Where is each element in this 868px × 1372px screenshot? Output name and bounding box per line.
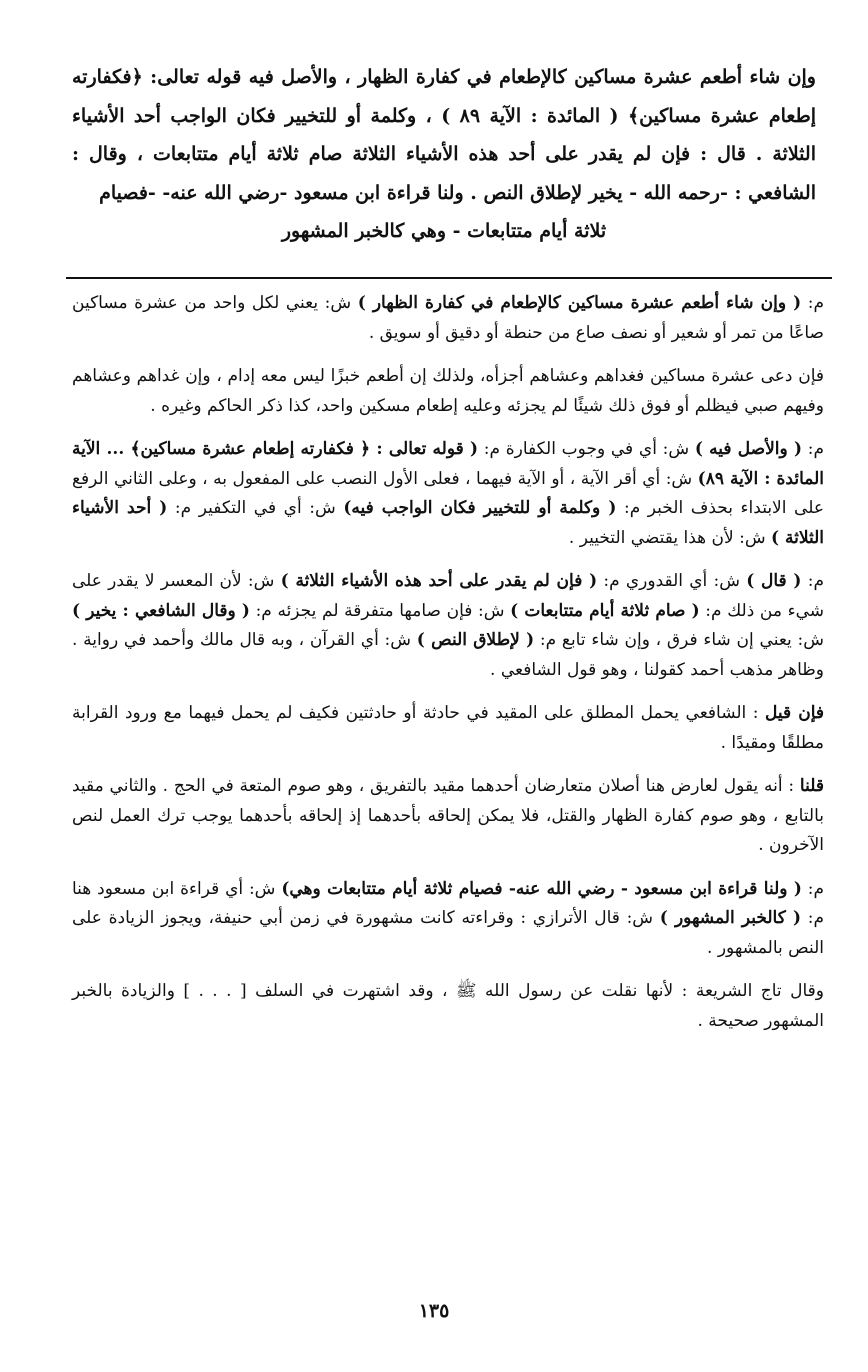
main-text-body: وإن شاء أطعم عشرة مساكين كالإطعام في كفارة الظهار ، والأصل فيه قوله تعالى: ﴿فكفارته إطعام عشرة مساكين﴾ ( المائدة : الآية ٨٩ ) ، وكلمة أو للتخيير فكان الواجب أحد الأشياء الثلاثة . قال : فإن لم يقدر على أحد هذه الأشياء الثلاثة صام ثلاثة أيام متتابعات ، وقال : الشافعي : -رحمه الله - يخير لإطلاق النص . ولنا قراءة ابن مسعود -رضي الله عنه- -فصيام bbox=[72, 66, 816, 204]
commentary-text: ش: فإن صامها متفرقة لم يجزئه م: bbox=[249, 600, 511, 621]
commentary-text: ش: يعني لكل واحد من عشرة مساكين صاعًا من تمر أو شعير أو نصف صاع من حنطة أو دقيق أو سويق . bbox=[72, 293, 824, 343]
quoted-matn: ( قال ) bbox=[746, 571, 802, 591]
separator-line bbox=[66, 277, 832, 279]
quoted-matn: ( قوله تعالى : ﴿ فكفارته إطعام عشرة مساكين﴾ ... الآية المائدة : الآية ٨٩) bbox=[72, 439, 824, 489]
commentary-paragraph-2: فإن دعى عشرة مساكين فغداهم وعشاهم أجزأه، ولذلك إن أطعم خبزًا ليس معه إدام ، وإن غداهم وعشاهم وفيهم صبي فيظلم أو فوق ذلك شيئًا لم يجزئه وعليه إطعام مسكين واحد، كذا ذكر الحاكم وغيره . bbox=[72, 366, 824, 416]
quoted-matn: ( وكلمة أو للتخيير فكان الواجب فيه) bbox=[343, 498, 617, 518]
commentary-text: ش: لأن المعسر لا يقدر على شيء من ذلك م: bbox=[72, 571, 824, 621]
matn-marker: م: bbox=[802, 439, 824, 459]
commentary-text: ش: أي في وجوب الكفارة م: bbox=[478, 439, 695, 459]
page-number: ١٣٥ bbox=[418, 1300, 450, 1322]
commentary-text: ش: قال الأترازي : وقراءته كانت مشهورة في زمن أبي حنيفة، ويجوز الزيادة على النص بالمشهور . bbox=[72, 908, 824, 958]
quoted-matn: ( صام ثلاثة أيام متتابعات ) bbox=[510, 600, 700, 621]
main-text bbox=[72, 58, 816, 251]
commentary-text: ش: يعني إن شاء فرق ، وإن شاء تابع م: bbox=[534, 630, 824, 650]
matn-marker: م: bbox=[801, 878, 825, 899]
quoted-matn: ( وإن شاء أطعم عشرة مساكين كالإطعام في كفارة الظهار ) bbox=[357, 293, 802, 313]
commentary-paragraph-5 bbox=[72, 699, 824, 758]
quoted-matn: ( فإن لم يقدر على أحد هذه الأشياء الثلاثة ) bbox=[280, 571, 598, 591]
objection-label: فإن قيل bbox=[765, 703, 824, 723]
matn-marker: م: bbox=[801, 571, 824, 591]
quoted-matn: ( لإطلاق النص ) bbox=[416, 630, 535, 650]
commentary-paragraph-1 bbox=[72, 289, 824, 348]
quoted-matn: ( وقال الشافعي : يخير ) bbox=[72, 600, 250, 621]
commentary bbox=[72, 289, 824, 1050]
commentary-paragraph-3 bbox=[72, 435, 824, 553]
quoted-matn: ( والأصل فيه ) bbox=[694, 439, 802, 459]
reply-label: قلنا bbox=[799, 776, 824, 796]
commentary-text: ش: أي القرآن ، وبه قال مالك وأحمد في رواية . وظاهر مذهب أحمد كقولنا ، وهو قول الشافعي . bbox=[72, 630, 824, 680]
quoted-matn: ( كالخبر المشهور ) bbox=[659, 908, 802, 928]
main-text-last-line: ثلاثة أيام متتابعات - وهي كالخبر المشهور bbox=[281, 220, 607, 242]
commentary-text: ش: أي القدوري م: bbox=[597, 571, 747, 591]
commentary-paragraph-4 bbox=[72, 567, 824, 685]
matn-marker: م: bbox=[801, 293, 824, 313]
commentary-text: ش: أي أقر الآية ، أو الآية فيهما ، فعلى الأول النصب على المفعول به ، وعلى الثاني الرفع على الابتداء بحذف الخبر م: bbox=[72, 468, 824, 518]
commentary-paragraph-6 bbox=[72, 772, 824, 861]
commentary-paragraph-7 bbox=[72, 875, 824, 964]
commentary-paragraph-8: وقال تاج الشريعة : لأنها نقلت عن رسول الله ﷺ ، وقد اشتهرت في السلف [ . . . ] والزيادة بالخبر المشهور صحيحة . bbox=[72, 981, 824, 1031]
quoted-matn: ( أحد الأشياء الثلاثة ) bbox=[72, 498, 824, 548]
commentary-text: ش: أي قراءة ابن مسعود هنا م: bbox=[72, 878, 824, 928]
commentary-text: ش: أي في التكفير م: bbox=[167, 498, 344, 518]
commentary-text: : الشافعي يحمل المطلق على المقيد في حادثة أو حادثتين فكيف لم يحمل فيهما مع ورود القرابة مطلقًا ومقيدًا . bbox=[72, 703, 824, 753]
commentary-text: ش: لأن هذا يقتضي التخيير . bbox=[568, 527, 772, 548]
commentary-text: : أنه يقول لعارض هنا أصلان متعارضان أحدهما مقيد بالتفريق ، وهو صوم المتعة في الحج . والثاني مقيد بالتابع ، وهو صوم كفارة الظهار والقتل، فلا يمكن إلحاقه بأحدهما إذ إلحاقه بأحدهما يوجب ترك العمل لنص الآخرون . bbox=[72, 776, 824, 855]
quoted-matn: ( ولنا قراءة ابن مسعود - رضي الله عنه- فصيام ثلاثة أيام متتابعات وهي) bbox=[281, 878, 802, 899]
